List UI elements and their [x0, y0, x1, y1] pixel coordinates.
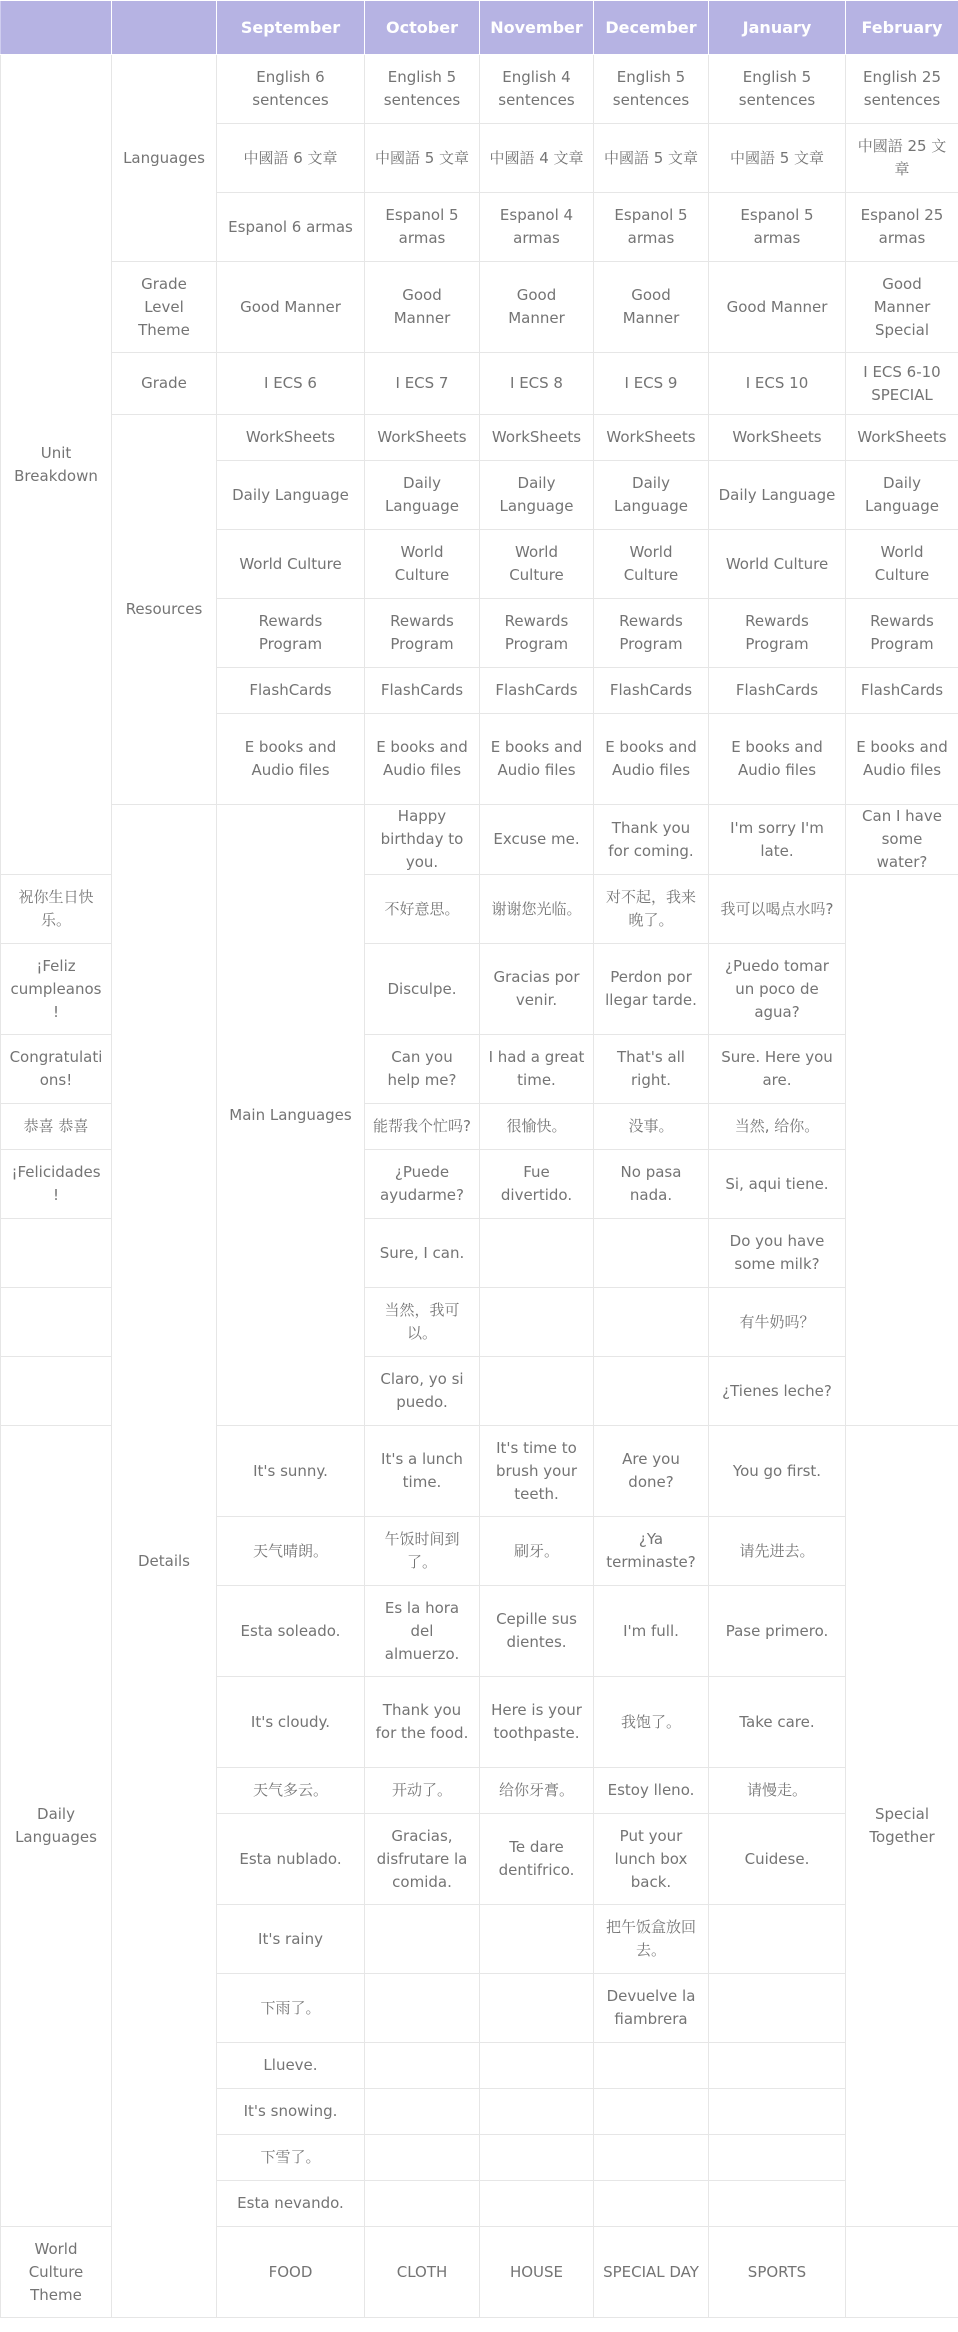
- table-cell: It's cloudy.: [217, 1677, 365, 1768]
- table-cell: Good Manner: [594, 262, 709, 353]
- table-cell: Sure. Here you are.: [709, 1035, 846, 1104]
- table-cell: That's all right.: [594, 1035, 709, 1104]
- table-cell: I'm full.: [594, 1586, 709, 1677]
- table-cell: 祝你生日快乐。: [1, 875, 112, 944]
- table-cell: It's time to brush your teeth.: [480, 1426, 594, 1517]
- table-cell: WorkSheets: [846, 415, 958, 461]
- table-cell: Thank you for coming.: [594, 805, 709, 875]
- table-cell: Espanol 4 armas: [480, 193, 594, 262]
- table-cell: WorkSheets: [709, 415, 846, 461]
- header-row: [1, 1, 958, 55]
- table-cell: I ECS 7: [365, 353, 480, 415]
- table-cell: ¡Feliz cumpleanos!: [1, 944, 112, 1035]
- table-cell: [365, 1905, 480, 1974]
- table-cell: Special Together: [846, 1426, 958, 2227]
- table-cell: 谢谢您光临。: [480, 875, 594, 944]
- table-cell: [480, 1905, 594, 1974]
- table-cell: Put your lunch box back.: [594, 1814, 709, 1905]
- table-cell: You go first.: [709, 1426, 846, 1517]
- table-cell: Espanol 25 armas: [846, 193, 958, 262]
- table-cell: FlashCards: [480, 668, 594, 714]
- table-cell: HOUSE: [480, 2227, 594, 2318]
- month-header: November: [480, 1, 594, 55]
- table-cell: Gracias por venir.: [480, 944, 594, 1035]
- table-cell: I'm sorry I'm late.: [709, 805, 846, 875]
- table-cell: Sure, I can.: [365, 1219, 480, 1288]
- table-cell: ¿Tienes leche?: [709, 1357, 846, 1426]
- table-cell: [594, 2135, 709, 2181]
- table-cell: E books and Audio files: [217, 714, 365, 805]
- table-cell: Congratulations!: [1, 1035, 112, 1104]
- table-cell: I ECS 6-10 SPECIAL: [846, 353, 958, 415]
- table-cell: FlashCards: [594, 668, 709, 714]
- subsection-grade-level-theme: Grade Level Theme: [112, 262, 217, 353]
- table-cell: Do you have some milk?: [709, 1219, 846, 1288]
- table-cell: 请先进去。: [709, 1517, 846, 1586]
- table-cell: E books and Audio files: [846, 714, 958, 805]
- subsection-resources: Resources: [112, 415, 217, 805]
- table-cell: Disculpe.: [365, 944, 480, 1035]
- table-cell: Good Manner: [480, 262, 594, 353]
- table-cell: World Culture: [480, 530, 594, 599]
- table-cell: 中國語 4 文章: [480, 124, 594, 193]
- table-cell: 当然，我可以。: [365, 1288, 480, 1357]
- table-cell: English 5 sentences: [365, 55, 480, 124]
- table-cell: [480, 1288, 594, 1357]
- month-header: January: [709, 1, 846, 55]
- table-cell: Can I have some water?: [846, 805, 958, 875]
- table-cell: Can you help me?: [365, 1035, 480, 1104]
- table-row: [1, 55, 958, 124]
- table-cell: Excuse me.: [480, 805, 594, 875]
- subsection-main-languages: Main Languages: [217, 805, 365, 1426]
- table-cell: FlashCards: [217, 668, 365, 714]
- table-cell: Good Manner Special: [846, 262, 958, 353]
- table-cell: Llueve.: [217, 2043, 365, 2089]
- section-details: Details: [112, 805, 217, 2318]
- table-cell: [709, 2135, 846, 2181]
- table-cell: World Culture: [846, 530, 958, 599]
- table-cell: 不好意思。: [365, 875, 480, 944]
- table-cell: Esta soleado.: [217, 1586, 365, 1677]
- table-cell: [365, 2089, 480, 2135]
- subsection-world-culture-theme: World Culture Theme: [1, 2227, 112, 2318]
- table-cell: Si, aqui tiene.: [709, 1150, 846, 1219]
- table-cell: [846, 2227, 958, 2318]
- table-cell: I ECS 6: [217, 353, 365, 415]
- table-cell: 下雪了。: [217, 2135, 365, 2181]
- table-cell: It's a lunch time.: [365, 1426, 480, 1517]
- table-cell: Cuidese.: [709, 1814, 846, 1905]
- table-cell: 中國語 25 文章: [846, 124, 958, 193]
- table-cell: SPECIAL DAY: [594, 2227, 709, 2318]
- table-cell: [594, 2181, 709, 2227]
- table-cell: English 4 sentences: [480, 55, 594, 124]
- table-cell: Gracias, disfrutare la comida.: [365, 1814, 480, 1905]
- table-cell: [1, 1219, 112, 1288]
- table-cell: Pase primero.: [709, 1586, 846, 1677]
- table-cell: Daily Language: [709, 461, 846, 530]
- table-cell: Rewards Program: [217, 599, 365, 668]
- table-cell: E books and Audio files: [594, 714, 709, 805]
- table-cell: FlashCards: [846, 668, 958, 714]
- table-cell: I had a great time.: [480, 1035, 594, 1104]
- table-cell: Rewards Program: [594, 599, 709, 668]
- table-cell: 对不起，我来晚了。: [594, 875, 709, 944]
- table-cell: World Culture: [594, 530, 709, 599]
- table-cell: CLOTH: [365, 2227, 480, 2318]
- table-cell: [709, 2043, 846, 2089]
- table-cell: It's sunny.: [217, 1426, 365, 1517]
- table-cell: [1, 1357, 112, 1426]
- table-cell: 能帮我个忙吗?: [365, 1104, 480, 1150]
- table-cell: I ECS 10: [709, 353, 846, 415]
- table-cell: Espanol 5 armas: [594, 193, 709, 262]
- table-cell: 当然, 给你。: [709, 1104, 846, 1150]
- table-cell: 开动了。: [365, 1768, 480, 1814]
- table-cell: ¡Felicidades!: [1, 1150, 112, 1219]
- subsection-grade: Grade: [112, 353, 217, 415]
- table-cell: English 25 sentences: [846, 55, 958, 124]
- table-cell: 天气多云。: [217, 1768, 365, 1814]
- month-header: September: [217, 1, 365, 55]
- table-cell: World Culture: [709, 530, 846, 599]
- table-cell: Here is your toothpaste.: [480, 1677, 594, 1768]
- table-cell: FOOD: [217, 2227, 365, 2318]
- table-row: [1, 415, 958, 461]
- table-cell: 很愉快。: [480, 1104, 594, 1150]
- table-cell: Fue divertido.: [480, 1150, 594, 1219]
- subsection-languages: Languages: [112, 55, 217, 262]
- month-header: February: [846, 1, 958, 55]
- table-cell: E books and Audio files: [365, 714, 480, 805]
- table-cell: [365, 2181, 480, 2227]
- table-cell: 请慢走。: [709, 1768, 846, 1814]
- table-cell: Rewards Program: [709, 599, 846, 668]
- table-cell: WorkSheets: [594, 415, 709, 461]
- section-unit-breakdown: Unit Breakdown: [1, 55, 112, 875]
- table-cell: [365, 1974, 480, 2043]
- table-cell: ¿Puede ayudarme?: [365, 1150, 480, 1219]
- table-cell: ¿Ya terminaste?: [594, 1517, 709, 1586]
- table-cell: 把午饭盒放回去。: [594, 1905, 709, 1974]
- table-cell: Rewards Program: [480, 599, 594, 668]
- month-header: October: [365, 1, 480, 55]
- table-cell: 中國語 5 文章: [709, 124, 846, 193]
- header-blank: [112, 1, 217, 55]
- table-cell: 没事。: [594, 1104, 709, 1150]
- table-cell: Daily Language: [217, 461, 365, 530]
- table-cell: [709, 1974, 846, 2043]
- table-cell: [594, 1288, 709, 1357]
- table-row: [1, 262, 958, 353]
- table-cell: WorkSheets: [480, 415, 594, 461]
- table-cell: Esta nevando.: [217, 2181, 365, 2227]
- table-cell: I ECS 9: [594, 353, 709, 415]
- table-cell: Daily Language: [480, 461, 594, 530]
- table-cell: Te dare dentifrico.: [480, 1814, 594, 1905]
- table-cell: Daily Language: [365, 461, 480, 530]
- table-cell: Estoy lleno.: [594, 1768, 709, 1814]
- table-cell: 下雨了。: [217, 1974, 365, 2043]
- table-cell: Happy birthday to you.: [365, 805, 480, 875]
- table-cell: Rewards Program: [365, 599, 480, 668]
- table-cell: [365, 2135, 480, 2181]
- table-cell: ¿Puedo tomar un poco de agua?: [709, 944, 846, 1035]
- table-cell: FlashCards: [365, 668, 480, 714]
- table-cell: Esta nublado.: [217, 1814, 365, 1905]
- table-row: [1, 353, 958, 415]
- table-cell: SPORTS: [709, 2227, 846, 2318]
- table-cell: [709, 2089, 846, 2135]
- table-cell: Good Manner: [365, 262, 480, 353]
- table-cell: FlashCards: [709, 668, 846, 714]
- table-cell: Good Manner: [217, 262, 365, 353]
- table-cell: English 5 sentences: [594, 55, 709, 124]
- table-cell: WorkSheets: [365, 415, 480, 461]
- table-cell: 给你牙膏。: [480, 1768, 594, 1814]
- table-cell: [1, 1288, 112, 1357]
- table-cell: Rewards Program: [846, 599, 958, 668]
- table-cell: [480, 2135, 594, 2181]
- table-cell: [365, 2043, 480, 2089]
- table-cell: [480, 1219, 594, 1288]
- table-cell: English 6 sentences: [217, 55, 365, 124]
- table-cell: [480, 1357, 594, 1426]
- table-cell: [594, 1219, 709, 1288]
- table-cell: 恭喜 恭喜: [1, 1104, 112, 1150]
- table-cell: Perdon por llegar tarde.: [594, 944, 709, 1035]
- table-cell: No pasa nada.: [594, 1150, 709, 1219]
- month-header: December: [594, 1, 709, 55]
- table-cell: 天气晴朗。: [217, 1517, 365, 1586]
- table-cell: It's rainy: [217, 1905, 365, 1974]
- table-cell: [594, 2089, 709, 2135]
- table-cell: I ECS 8: [480, 353, 594, 415]
- subsection-daily-languages: Daily Languages: [1, 1426, 112, 2227]
- table-cell: 刷牙。: [480, 1517, 594, 1586]
- table-cell: It's snowing.: [217, 2089, 365, 2135]
- table-cell: 有牛奶吗？: [709, 1288, 846, 1357]
- table-cell: [480, 2043, 594, 2089]
- table-cell: Are you done?: [594, 1426, 709, 1517]
- table-row: [1, 805, 958, 875]
- table-cell: English 5 sentences: [709, 55, 846, 124]
- table-cell: [480, 1974, 594, 2043]
- table-cell: World Culture: [217, 530, 365, 599]
- table-cell: Thank you for the food.: [365, 1677, 480, 1768]
- header-blank: [1, 1, 112, 55]
- table-cell: 中國語 6 文章: [217, 124, 365, 193]
- table-cell: E books and Audio files: [480, 714, 594, 805]
- table-cell: Espanol 5 armas: [365, 193, 480, 262]
- table-cell: Daily Language: [594, 461, 709, 530]
- table-cell: Espanol 5 armas: [709, 193, 846, 262]
- table-cell: Espanol 6 armas: [217, 193, 365, 262]
- table-cell: Claro, yo si puedo.: [365, 1357, 480, 1426]
- table-cell: 中國語 5 文章: [594, 124, 709, 193]
- table-cell: Devuelve la fiambrera: [594, 1974, 709, 2043]
- table-cell: [594, 2043, 709, 2089]
- table-cell: [709, 1905, 846, 1974]
- table-cell: Es la hora del almuerzo.: [365, 1586, 480, 1677]
- table-cell: WorkSheets: [217, 415, 365, 461]
- table-cell: Daily Language: [846, 461, 958, 530]
- table-cell: [594, 1357, 709, 1426]
- table-cell: World Culture: [365, 530, 480, 599]
- table-cell: Good Manner: [709, 262, 846, 353]
- table-cell: [709, 2181, 846, 2227]
- table-cell: [480, 2181, 594, 2227]
- table-cell: 我饱了。: [594, 1677, 709, 1768]
- table-cell: 午饭时间到了。: [365, 1517, 480, 1586]
- table-cell: [480, 2089, 594, 2135]
- table-cell: Take care.: [709, 1677, 846, 1768]
- table-cell: 中國語 5 文章: [365, 124, 480, 193]
- table-cell: E books and Audio files: [709, 714, 846, 805]
- table-cell: Cepille sus dientes.: [480, 1586, 594, 1677]
- table-cell: 我可以喝点水吗?: [709, 875, 846, 944]
